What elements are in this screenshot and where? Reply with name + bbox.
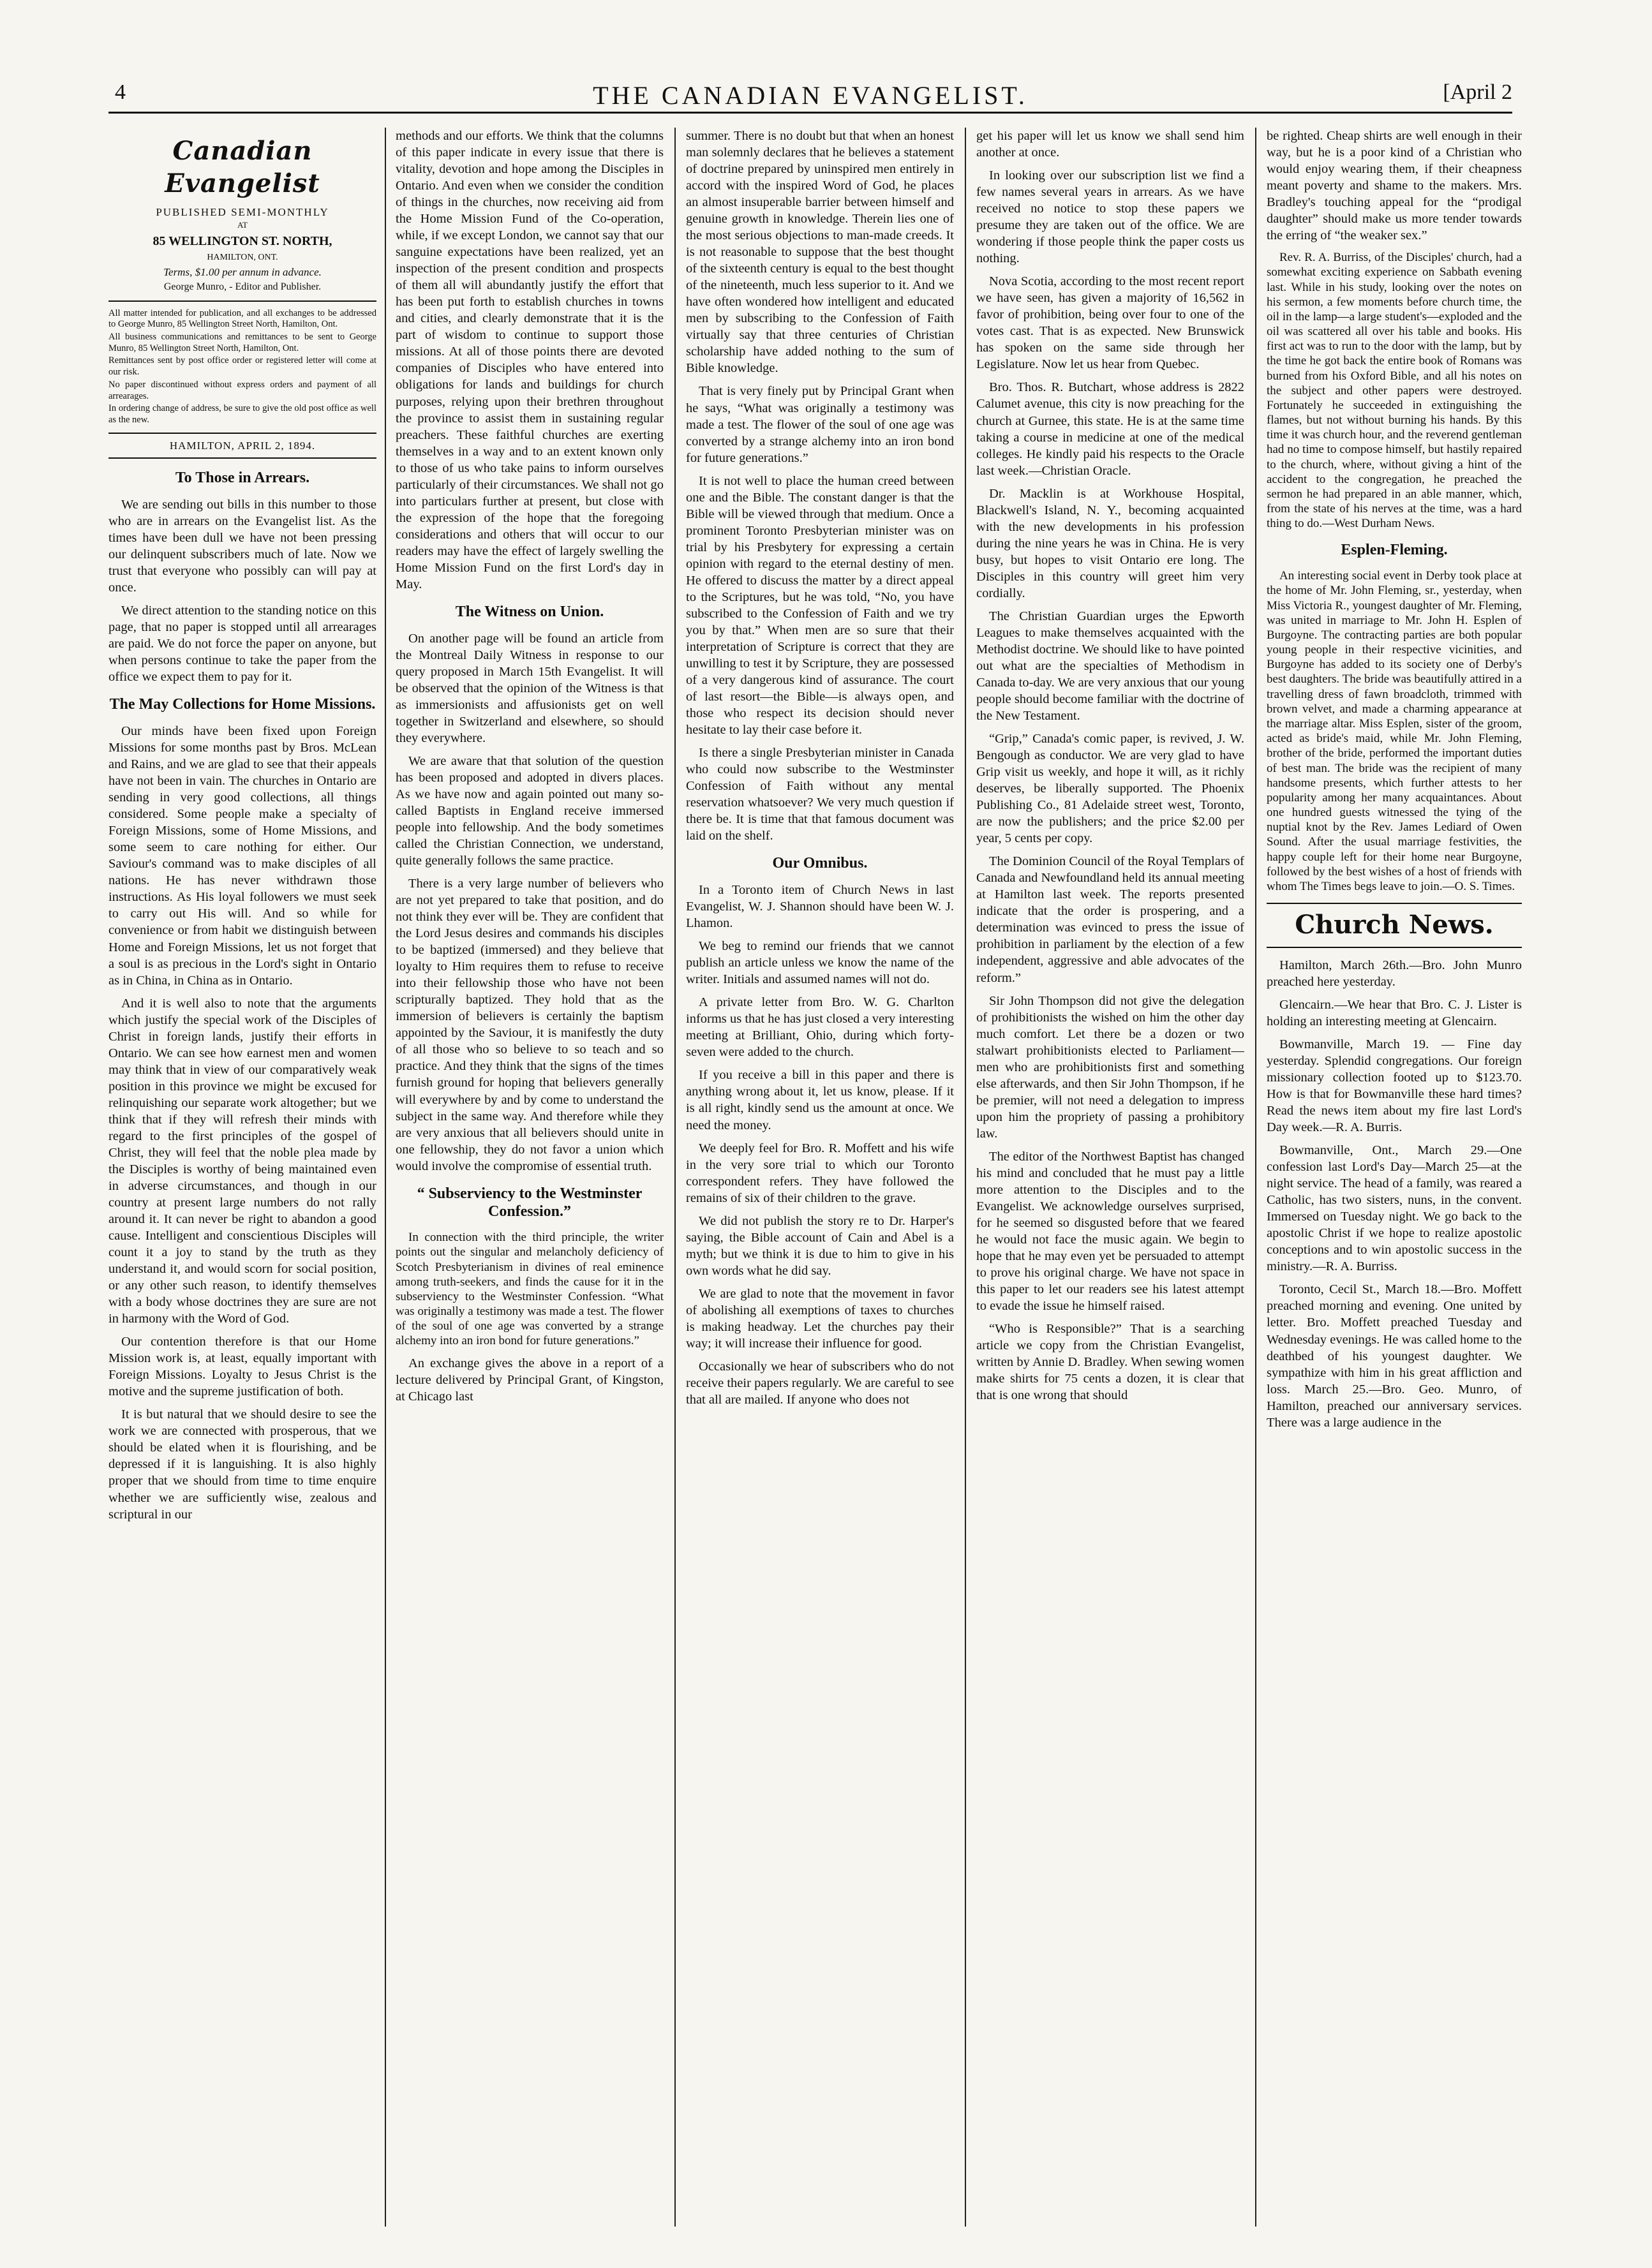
column-3 (686, 128, 954, 2227)
paragraph: Nova Scotia, according to the most recent report we have seen, has given a majority of 16,562 in favor of prohibition, being over four to one of the votes cast. That is as expected. New Brunswick has spoken on the same side through her Legislature. Now let us hear from Quebec. (976, 274, 1244, 372)
notice-line: In ordering change of address, be sure to give the old post office as well as the new. (108, 403, 376, 425)
paragraph: An interesting social event in Derby took place at the home of Mr. John Fleming, sr., yesterday, when Miss Victoria R., youngest daughter of Mr. Fleming, was united in marriage to Mr. John H. Esplen of Burgoyne. The contracting parties are both popular young people in their respective vicinities, and Burgoyne has added to its society one of Derby's best daughters. The bride was beautifully attired in a travelling dress of fawn broadcloth, trimmed with brown velvet, and made a charming appearance at the marriage altar. Miss Esplen, sister of the groom, acted as bride's maid, while Mr. John Fleming, brother of the bride, performed the important duties of best man. The bride was the recipient of many handsome presents, which further attests to her popularity among her many acquaintances. About one hundred guests witnessed the tying of the nuptial knot by the Rev. James Lediard of Owen Sound. After the usual marriage festivities, the happy couple left for their home near Burgoyne, followed by the best wishes of a host of friends with whom The Times begs leave to join.—O. S. Times. (1267, 569, 1522, 893)
paragraph: We are aware that that solution of the question has been proposed and adopted in divers places. As we have now and again pointed out many so-called Baptists in England receive immersed people into fellowship. And the body sometimes called the Christian Connection, we understand, quite generally follows the same practice. (396, 753, 664, 868)
paragraph: Bowmanville, March 19. — Fine day yesterday. Splendid congregations. Our foreign missionary collection footed up to $123.70. How is that for Bowmanville these hard times? Read the news item about my fire last Lord's Day week.—R. A. Burris. (1267, 1037, 1522, 1135)
paragraph: We are glad to note that the movement in favor of abolishing all exemptions of taxes to churches is making headway. Let the churches pay their way; it will increase their influence for good. (686, 1286, 954, 1351)
paragraph: It is but natural that we should desire to see the work we are connected with prosperous, that we should be elated when it is flourishing, and be depressed if it is languishing. It is also highly proper that we should from time to time enquire whether we are sufficiently wise, zealous and scriptural in our (108, 1407, 376, 1522)
header-rule (108, 112, 1512, 114)
church-news-heading: Church News. (1267, 903, 1522, 948)
notice-line: All matter intended for publication, and all exchanges to be addressed to George Munro, 85 Wellington Street North, Hamilton, Ont. (108, 308, 376, 330)
newspaper-title: THE CANADIAN EVANGELIST. (593, 81, 1028, 110)
running-header (108, 75, 1512, 114)
paragraph: In connection with the third principle, the writer points out the singular and melancholy deficiency of Scotch Presbyterianism in divines of real eminence among truth-seekers, and finds the cause for it in the subserviency to the Westminster Confession. “What was originally a testimony was made a test. The flower of the soul of one age was converted by a strange alchemy into an iron bond for future generations.” (396, 1231, 664, 1348)
paragraph: An exchange gives the above in a report of a lecture delivered by Principal Grant, of Kingston, at Chicago last (396, 1356, 664, 1404)
article-heading: The May Collections for Home Missions. (109, 696, 376, 713)
paragraph: And it is well also to note that the arguments which justify the special work of the Disciples of Christ in foreign lands, justify their efforts in Ontario. We can see how earnest men and women may think that in view of our comparatively weak position in this province we might be excused for relinquishing our separate work altogether; but we think that if they will refresh their minds with regard to the first principles of the gospel of Christ, they will feel that the noble plea made by the Disciples is worthy of being maintained even in adverse circumstances, and though in our country at present large numbers do not rally around it. It can never be right to abandon a good cause. Intelligent and conscientious Disciples will count it a joy to stand by the truth as they understand it, and would scorn for social position, or any other such reason, to identify themselves with a body whose doctrines they are sure are not in harmony with the Word of God. (108, 996, 376, 1326)
paragraph: Bowmanville, Ont., March 29.—One confession last Lord's Day—March 25—at the night service. The head of a family, was reared a Catholic, has two sisters, nuns, in the convent. Immersed on Tuesday night. We go back to the apostolic Christ if we hope to realize apostolic conceptions and to win apostolic success in the ministry.—R. A. Burriss. (1267, 1143, 1522, 1274)
paragraph: We beg to remind our friends that we cannot publish an article unless we know the name of the writer. Initials and assumed names will not do. (686, 939, 954, 987)
standing-notice (108, 308, 376, 434)
column-rule (1255, 128, 1256, 2227)
paragraph: Rev. R. A. Burriss, of the Disciples' church, had a somewhat exciting experience on Sabbath evening last. While in his study, looking over the notes on his sermon, a few moments before church time, the oil in the lamp—a large student's—exploded and the oil was scattered all over his table and books. His first act was to run to the door with the lamp, but by the time he got back the entire book of Romans was burned from his Oxford Bible, and all his notes on the subject and other papers were destroyed. Fortunately he succeeded in extinguishing the flames, but not without burning his hands. By this time it was church hour, and the reverend gentleman had no time to compose himself, but hastily repaired to the church, where, without giving a hint of the accident to the congregation, he preached the sermon he had prepared in an able manner, which, from the state of his nerves at the time, was a hard thing to do.—West Durham News. (1267, 251, 1522, 531)
page-number: 4 (115, 80, 126, 104)
paragraph: The Dominion Council of the Royal Templars of Canada and Newfoundland held its annual meeting at Hamilton last week. The reports presented indicate that the order is prospering, and a determination was evinced to press the issue of prohibition in parliament by the election of a few independent, aggressive and able advocates of the reform.” (976, 854, 1244, 985)
column-rule (674, 128, 676, 2227)
article-heading: Esplen-Fleming. (1341, 542, 1448, 559)
paragraph: Sir John Thompson did not give the delegation of prohibitionists the wished on him the other day much comfort. Let there be a dozen or two stalwart prohibitionists elected to Parliament—men who are prohibitionists first and something else afterwards, and then Sir John Thompson, if he be premier, will not need a delegation to impress upon him the propriety of passing a prohibitory law. (976, 993, 1244, 1141)
paragraph: methods and our efforts. We think that the columns of this paper indicate in every issue that there is vitality, devotion and hope among the Disciples in Ontario. And even when we consider the condition of things in the churches, now receiving aid from the Home Mission Fund of the Co-operation, while, if we except London, we cannot say that our sanguine expectations have been realized, yet an inspection of the present condition and prospects of them all will abundantly justify the effort that has been put forth to establish churches in towns and cities, and clearly demonstrate that it is the part of wisdom to continue to support those missions. At all of those points there are devoted companies of Disciples who have entered into obligations for lands and buildings for church purposes, relying upon their brethren throughout the province to assist them in sustaining regular preachers. These faithful churches are exerting themselves in a way and to an extent known only to those of us who take pains to inform ourselves particularly of their circumstances. We shall not go into particulars further at present, but close with the expression of the hope that the foregoing considerations and others that will occur to our readers may have the effect of largely swelling the Home Mission Fund on the first Lord's day in May. (396, 129, 664, 591)
paragraph: Toronto, Cecil St., March 18.—Bro. Moffett preached morning and evening. One united by letter. Bro. Moffett preached Tuesday and Wednesday evenings. He was called home to the deathbed of his youngest daughter. We sympathize with him in his great affliction and loss. March 25.—Bro. Geo. Munro, of Hamilton, preached our anniversary services. There was a large audience in the (1267, 1282, 1522, 1430)
notice-line: Remittances sent by post office order or registered letter will come at our risk. (108, 355, 376, 378)
paragraph: If you receive a bill in this paper and there is anything wrong about it, let us know, please. If it is all right, kindly send us the amount at once. We need the money. (686, 1068, 954, 1132)
paragraph: Hamilton, March 26th.—Bro. John Munro preached here yesterday. (1267, 958, 1522, 989)
paragraph: Occasionally we hear of subscribers who do not receive their papers regularly. We are careful to see that all are mailed. If anyone who does not (686, 1359, 954, 1407)
column-rule (965, 128, 966, 2227)
paragraph: “Grip,” Canada's comic paper, is revived, J. W. Bengough as conductor. We are very glad to have Grip visit us weekly, and hope it will, as it richly deserves, be liberally supported. The Phoenix Publishing Co., 81 Adelaide street west, Toronto, are now the publishers; and the price $2.00 per year, 5 cents per copy. (976, 732, 1244, 846)
paragraph: “Who is Responsible?” That is a searching article we copy from the Christian Evangelist, written by Annie D. Bradley. When sewing women make shirts for 75 cents a dozen, it is clear that that is one wrong that should (976, 1322, 1244, 1403)
paragraph: We direct attention to the standing notice on this page, that no paper is stopped until all arrearages are paid. We do not force the paper on anyone, but when persons continue to take the paper from the office we expect them to pay for it. (108, 604, 376, 685)
paragraph: Bro. Thos. R. Butchart, whose address is 2822 Calumet avenue, this city is now preaching for the church at Gurnee, this state. He is at the same time taking a course in medicine at one of the medical colleges. He kindly paid his respects to the Oracle last week.—Christian Oracle. (976, 380, 1244, 478)
column-1 (108, 128, 376, 2227)
column-2 (396, 128, 664, 2227)
paragraph: The Christian Guardian urges the Epworth Leagues to make themselves acquainted with the Methodist doctrine. We should like to have pointed out what are the specialties of Methodism in Canada to-day. We are very anxious that our young people should become familiar with the doctrine of the New Testament. (976, 609, 1244, 723)
issue-date: [April 2 (1443, 80, 1512, 104)
editor-line: George Munro, - Editor and Publisher. (163, 281, 322, 293)
masthead-city: HAMILTON, ONT. (207, 253, 278, 263)
paragraph: Our minds have been fixed upon Foreign Missions for some months past by Bros. McLean and Rains, and we are glad to see that their appeals have not been in vain. The churches in Ontario are sending in very good collections, all things considered. Some people make a specialty of Foreign Missions, some of Home Missions, and some seem to care nothing for either. Our Saviour's command was to make disciples of all nations. He has never withdrawn those instructions. As His loyal followers we must seek to carry out His will. And so while for convenience or from habit we distinguish between Home and Foreign Missions, let us not forget that a soul is as precious in the Lord's sight in Ontario as in China, in China as in Ontario. (108, 724, 376, 988)
notice-line: All business communications and remittances to be sent to George Munro, 85 Wellington Street North, Hamilton, Ont. (108, 332, 376, 353)
article-heading: “ Subserviency to the Westminster Confession.” (417, 1185, 643, 1220)
publication-frequency: PUBLISHED SEMI-MONTHLY (156, 205, 329, 218)
notice-line: No paper discontinued without express orders and payment of all arrearages. (108, 379, 376, 401)
subscription-terms: Terms, $1.00 per annum in advance. (163, 265, 322, 278)
paragraph: On another page will be found an article from the Montreal Daily Witness in response to our query proposed in March 15th Evangelist. It will be observed that the opinion of the Witness is that as immersionists and affusionists get on well together in Switzerland and elsewhere, so should they everywhere. (396, 631, 664, 745)
article-heading: The Witness on Union. (455, 603, 604, 620)
masthead (108, 135, 376, 302)
masthead-address: 85 WELLINGTON ST. NORTH, (153, 233, 332, 248)
paragraph: We deeply feel for Bro. R. Moffett and his wife in the very sore trial to which our Toronto correspondent refers. They have followed the remains of six of their children to the grave. (686, 1141, 954, 1205)
masthead-at: AT (237, 220, 248, 230)
paragraph: In looking over our subscription list we find a few names several years in arrears. As we have received no notice to stop these papers we presume they are taken out of the office. We are wondering if those people think the paper costs us nothing. (976, 168, 1244, 266)
column-rule (385, 128, 386, 2227)
paragraph: That is very finely put by Principal Grant when he says, “What was originally a testimony was made a test. The flower of the soul of one age was converted by a strange alchemy into an iron bond for future generations.” (686, 384, 954, 465)
paragraph: Glencairn.—We hear that Bro. C. J. Lister is holding an interesting meeting at Glencairn. (1267, 997, 1522, 1028)
paragraph: Dr. Macklin is at Workhouse Hospital, Blackwell's Island, N. Y., becoming acquainted with the new developments in his profession during the nine years he was in China. He is very busy, but hopes to visit Ontario ere long. The Disciples in this country will greet him very cordially. (976, 486, 1244, 600)
paragraph: We are sending out bills in this number to those who are in arrears on the Evangelist list. As the times have been dull we have not been pressing our delinquent subscribers much of late. Now we trust that everyone who possibly can will pay at once. (108, 497, 376, 595)
article-heading: Our Omnibus. (772, 855, 868, 872)
paragraph: In a Toronto item of Church News in last Evangelist, W. J. Shannon should have been W. J. Lhamon. (686, 883, 954, 931)
column-5 (1267, 128, 1522, 2227)
article-heading: To Those in Arrears. (175, 470, 310, 487)
paragraph: There is a very large number of believers who are not yet prepared to take that position, and do not think they ever will be. They are confident that the Lord Jesus desires and commands his disciples to be baptized (immersed) and they believe that loyalty to Him requires them to refuse to receive into their fellowship those who have not been scripturally baptized. They hold that as the immersion of believers is certainly the baptism appointed by the Saviour, it is manifestly the duty of all those who so believe to so teach and so practice. And they think that the signs of the times furnish ground for hoping that believers generally will everywhere by and by come to understand the subject in the same way. And therefore while they are very anxious that all believers should unite in one fellowship, they do not favor a union which would involve the compromise of essential truth. (396, 877, 664, 1173)
paragraph: We did not publish the story re to Dr. Harper's saying, the Bible account of Cain and Abel is a myth; but we think it is due to him to give in his own words what he did say. (686, 1213, 954, 1278)
paragraph: The editor of the Northwest Baptist has changed his mind and concluded that he must pay a little more attention to the Disciples and to the Evangelist. We acknowledge ourselves surprised, for he seemed so disgusted before that we feared he would not face the music again. We begin to hope that he may even yet be persuaded to attempt to prove his original charge. We have not space in this paper to let our readers see his latest attempt to evade the issue he himself raised. (976, 1149, 1244, 1314)
paragraph: get his paper will let us know we shall send him another at once. (976, 129, 1244, 160)
paragraph: Our contention therefore is that our Home Mission work is, at least, equally important with Foreign Missions. Loyalty to Jesus Christ is the motive and the supreme justification of both. (108, 1335, 376, 1399)
paragraph: It is not well to place the human creed between one and the Bible. The constant danger is that the Bible will be viewed through that medium. Once a prominent Toronto Presbyterian minister was on trial by his Presbytery for expressing a certain opinion with regard to the eternal destiny of men. He offered to discuss the matter by a direct appeal to the Scriptures, but he was told, “No, you have subscribed to the Confession of Faith and we try you by that.” When men are so sure that their interpretation of Scripture is correct that they are unwilling to test it by Scripture, they are possessed of a very dangerous kind of assurance. The court of last resort—the Bible—is always open, and those who respect its decision should never hesitate to lay their case before it. (686, 473, 954, 737)
paragraph: A private letter from Bro. W. G. Charlton informs us that he has just closed a very interesting meeting at Brilliant, Ohio, during which forty-seven were added to the church. (686, 995, 954, 1060)
paragraph: Is there a single Presbyterian minister in Canada who could now subscribe to the Westminster Confession of Faith without any mental reservation whatsoever? We very much question if there be. It is time that that famous document was laid on the shelf. (686, 746, 954, 843)
paragraph: summer. There is no doubt but that when an honest man solemnly declares that he believes a statement of doctrine prepared by uninspired men entirely in accord with the inspired Word of God, he places an almost insuperable barrier between himself and genuine growth in knowledge. Therein lies one of the most serious objections to man-made creeds. It is not reasonable to suppose that the best thought of the sixteenth century is equal to the best thought of the nineteenth, much less superior to it. And we have often wondered how intelligent and educated men by subscribing to the Confession of Faith virtually say that three centuries of Christian scholarship have added nothing to the sum of Bible knowledge. (686, 129, 954, 376)
dateline: HAMILTON, APRIL 2, 1894. (108, 434, 376, 459)
masthead-logo: Canadian Evangelist (165, 136, 320, 198)
paragraph: be righted. Cheap shirts are well enough in their way, but he is a poor kind of a Christian who would enjoy wearing them, if their cheapness meant poverty and shame to the makers. Mrs. Bradley's touching appeal for the “prodigal daughter” should make us more tender towards the erring of “the weaker sex.” (1267, 129, 1522, 243)
column-4 (976, 128, 1244, 2227)
